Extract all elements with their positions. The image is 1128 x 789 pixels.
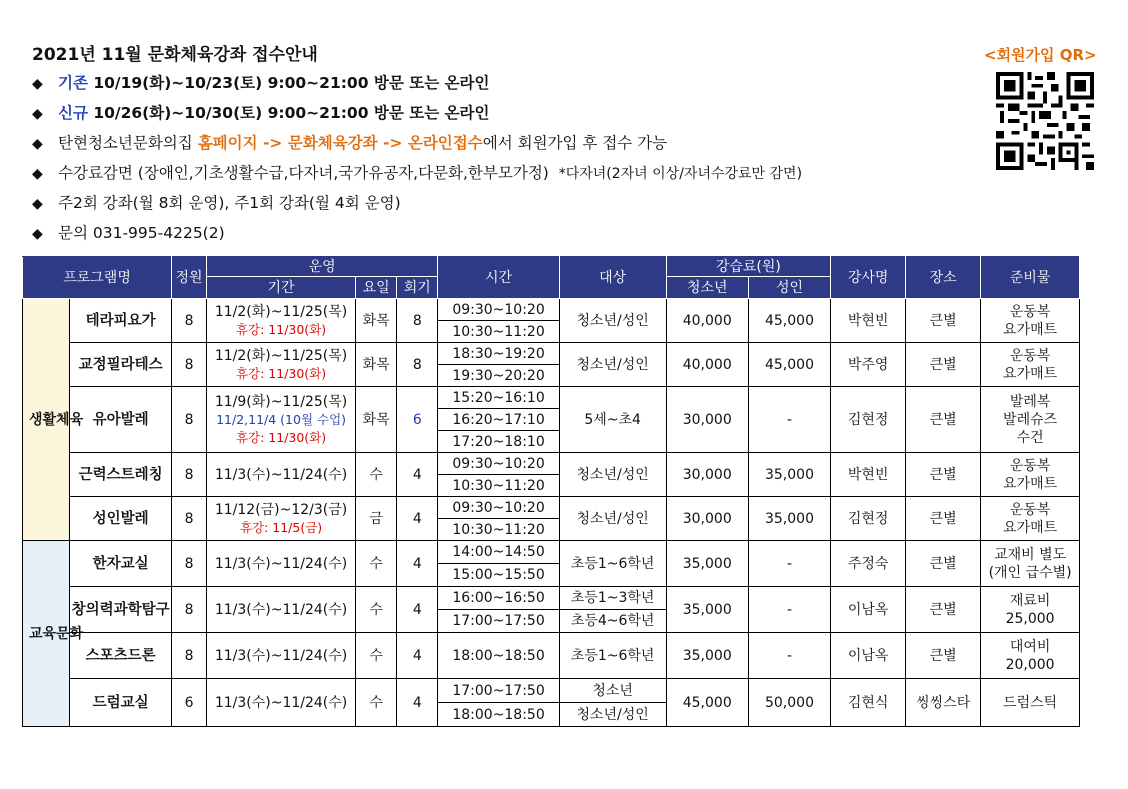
fee-youth-cell: 30,000 xyxy=(666,453,748,497)
supplies-cell xyxy=(981,387,1080,453)
qr-code-icon[interactable] xyxy=(996,72,1094,170)
program-name: 교정필라테스 xyxy=(70,343,172,387)
supply-item: 대여비 xyxy=(1009,638,1051,655)
diamond-icon: ◆ xyxy=(32,166,43,182)
diamond-icon: ◆ xyxy=(32,196,43,212)
time-cell: 18:00~18:50 xyxy=(438,703,559,727)
fee-adult-cell: 35,000 xyxy=(748,497,830,541)
homepage-suffix: 에서 회원가입 후 접수 가능 xyxy=(482,134,668,152)
header-fee: 강습료(원) xyxy=(666,257,831,277)
sessions-cell: 4 xyxy=(397,633,438,679)
fee-youth-cell: 35,000 xyxy=(666,587,748,633)
period-text: 11/2(화)~11/25(목) xyxy=(214,347,348,364)
fee-adult-cell: 45,000 xyxy=(748,299,830,343)
capacity-cell: 8 xyxy=(172,497,207,541)
supplies-cell xyxy=(981,633,1080,679)
fee-adult-cell: 45,000 xyxy=(748,343,830,387)
target-cell: 초등1~6학년 xyxy=(559,633,666,679)
time-cell: 18:30~19:20 xyxy=(438,343,559,365)
period-text: 11/3(수)~11/24(수) xyxy=(214,555,348,572)
supply-item: (개인 급수별) xyxy=(988,564,1072,581)
supply-item: 교재비 별도 xyxy=(994,546,1067,563)
table-row xyxy=(23,387,1080,409)
fee-youth-cell: 30,000 xyxy=(666,497,748,541)
day-cell: 수 xyxy=(356,633,397,679)
supplies-cell xyxy=(981,343,1080,387)
program-name: 드럼교실 xyxy=(70,679,172,727)
homepage-link[interactable]: 홈페이지 -> 문화체육강좌 -> 온라인접수 xyxy=(197,134,483,152)
holiday-note: 휴강: 11/30(화) xyxy=(235,429,327,445)
table-row xyxy=(23,541,1080,564)
program-name: 테라피요가 xyxy=(70,299,172,343)
fee-youth-cell: 30,000 xyxy=(666,387,748,453)
diamond-icon: ◆ xyxy=(32,226,43,242)
program-name: 유아발레 xyxy=(70,387,172,453)
time-cell: 09:30~10:20 xyxy=(438,299,559,321)
instructor-cell: 박현빈 xyxy=(831,299,906,343)
sessions-cell: 4 xyxy=(397,497,438,541)
period-text: 11/3(수)~11/24(수) xyxy=(214,466,348,483)
fee-youth-cell: 40,000 xyxy=(666,343,748,387)
fee-adult-cell: 35,000 xyxy=(748,453,830,497)
contact-text: 문의 031-995-4225(2) xyxy=(58,224,225,242)
day-cell: 수 xyxy=(356,679,397,727)
place-cell: 큰별 xyxy=(906,633,981,679)
diamond-icon: ◆ xyxy=(32,136,43,152)
place-cell: 큰별 xyxy=(906,497,981,541)
day-cell: 수 xyxy=(356,541,397,587)
fee-youth-cell: 35,000 xyxy=(666,633,748,679)
supply-item: 운동복 xyxy=(1009,303,1051,320)
instructor-cell: 박현빈 xyxy=(831,453,906,497)
category-edu: 교육문화 xyxy=(23,541,70,727)
fee-youth-cell: 45,000 xyxy=(666,679,748,727)
header-supplies: 준비물 xyxy=(981,257,1080,299)
supplies-cell xyxy=(981,453,1080,497)
header-place: 장소 xyxy=(906,257,981,299)
diamond-icon: ◆ xyxy=(32,106,43,122)
target-cell: 초등4~6학년 xyxy=(559,610,666,633)
day-cell: 금 xyxy=(356,497,397,541)
period-cell xyxy=(207,679,356,727)
instructor-cell: 김현식 xyxy=(831,679,906,727)
sessions-cell: 4 xyxy=(397,679,438,727)
capacity-cell: 6 xyxy=(172,679,207,727)
period-cell xyxy=(207,541,356,587)
time-cell: 17:00~17:50 xyxy=(438,679,559,703)
supply-item: 재료비 xyxy=(1009,592,1051,609)
header-fee-youth: 청소년 xyxy=(666,277,748,299)
diamond-icon: ◆ xyxy=(32,76,43,92)
header-program: 프로그램명 xyxy=(23,257,172,299)
fee-adult-cell: - xyxy=(748,587,830,633)
fee-youth-cell: 35,000 xyxy=(666,541,748,587)
time-cell: 16:00~16:50 xyxy=(438,587,559,610)
time-cell: 17:00~17:50 xyxy=(438,610,559,633)
instructor-cell: 이남옥 xyxy=(831,587,906,633)
target-cell: 청소년/성인 xyxy=(559,299,666,343)
place-cell: 큰별 xyxy=(906,541,981,587)
supplies-cell xyxy=(981,541,1080,587)
info-existing xyxy=(32,70,802,100)
target-cell: 초등1~3학년 xyxy=(559,587,666,610)
info-list xyxy=(32,70,802,250)
supplies-cell xyxy=(981,497,1080,541)
target-cell: 초등1~6학년 xyxy=(559,541,666,587)
homepage-prefix: 탄현청소년문화의집 xyxy=(58,134,193,152)
supply-item: 운동복 xyxy=(1009,457,1051,474)
supply-item: 20,000 xyxy=(1005,656,1055,673)
target-cell: 청소년/성인 xyxy=(559,343,666,387)
time-cell: 10:30~11:20 xyxy=(438,475,559,497)
program-name: 근력스트레칭 xyxy=(70,453,172,497)
target-cell: 청소년/성인 xyxy=(559,703,666,727)
period-cell xyxy=(207,299,356,343)
header-operation: 운영 xyxy=(207,257,438,277)
period-cell xyxy=(207,587,356,633)
supply-item: 수건 xyxy=(1016,429,1044,446)
schedule-table xyxy=(22,256,1080,727)
fee-youth-cell: 40,000 xyxy=(666,299,748,343)
supply-item: 요가매트 xyxy=(1003,519,1058,536)
day-cell: 수 xyxy=(356,453,397,497)
instructor-cell: 주정숙 xyxy=(831,541,906,587)
info-homepage xyxy=(32,130,802,160)
time-cell: 19:30~20:20 xyxy=(438,365,559,387)
target-cell: 청소년/성인 xyxy=(559,497,666,541)
time-cell: 15:00~15:50 xyxy=(438,564,559,587)
program-name: 성인발레 xyxy=(70,497,172,541)
supply-item: 요가매트 xyxy=(1003,321,1058,338)
header-instructor: 강사명 xyxy=(831,257,906,299)
period-text: 11/3(수)~11/24(수) xyxy=(214,694,348,711)
table-row xyxy=(23,679,1080,703)
discount-text: 수강료감면 (장애인,기초생활수급,다자녀,국가유공자,다문화,한부모가정) xyxy=(58,164,549,182)
capacity-cell: 8 xyxy=(172,633,207,679)
fee-adult-cell: - xyxy=(748,387,830,453)
sessions-cell: 4 xyxy=(397,541,438,587)
table-row xyxy=(23,453,1080,475)
time-cell: 10:30~11:20 xyxy=(438,519,559,541)
capacity-cell: 8 xyxy=(172,453,207,497)
makeup-note: 11/2,11/4 (10월 수업) xyxy=(216,411,347,427)
place-cell: 큰별 xyxy=(906,299,981,343)
supplies-cell xyxy=(981,587,1080,633)
place-cell: 큰별 xyxy=(906,453,981,497)
capacity-cell: 8 xyxy=(172,587,207,633)
fee-adult-cell: 50,000 xyxy=(748,679,830,727)
sessions-cell: 4 xyxy=(397,587,438,633)
category-sports: 생활체육 xyxy=(23,299,70,541)
new-label: 신규 xyxy=(58,104,88,122)
header-fee-adult: 성인 xyxy=(748,277,830,299)
time-cell: 15:20~16:10 xyxy=(438,387,559,409)
new-text: 10/26(화)~10/30(토) 9:00~21:00 방문 또는 온라인 xyxy=(93,104,490,122)
period-text: 11/12(금)~12/3(금) xyxy=(214,501,348,518)
program-name: 한자교실 xyxy=(70,541,172,587)
page-title: 2021년 11월 문화체육강좌 접수안내 xyxy=(32,45,318,65)
capacity-cell: 8 xyxy=(172,343,207,387)
supply-item: 25,000 xyxy=(1005,610,1055,627)
table-row xyxy=(23,299,1080,321)
existing-text: 10/19(화)~10/23(토) 9:00~21:00 방문 또는 온라인 xyxy=(93,74,490,92)
table-row xyxy=(23,343,1080,365)
header-capacity: 정원 xyxy=(172,257,207,299)
target-cell: 5세~초4 xyxy=(559,387,666,453)
time-cell: 09:30~10:20 xyxy=(438,497,559,519)
program-name: 창의력과학탐구 xyxy=(70,587,172,633)
day-cell: 수 xyxy=(356,587,397,633)
time-cell: 10:30~11:20 xyxy=(438,321,559,343)
fee-adult-cell: - xyxy=(748,633,830,679)
place-cell: 큰별 xyxy=(906,343,981,387)
discount-note: *다자녀(2자녀 이상/자녀수강료만 감면) xyxy=(558,166,803,182)
day-cell: 화목 xyxy=(356,343,397,387)
period-cell xyxy=(207,453,356,497)
day-cell: 화목 xyxy=(356,387,397,453)
info-courses xyxy=(32,190,802,220)
info-new xyxy=(32,100,802,130)
holiday-note: 휴강: 11/5(금) xyxy=(239,519,323,535)
holiday-note: 휴강: 11/30(화) xyxy=(235,321,327,337)
period-cell xyxy=(207,343,356,387)
supply-item: 요가매트 xyxy=(1003,475,1058,492)
time-cell: 09:30~10:20 xyxy=(438,453,559,475)
place-cell: 큰별 xyxy=(906,387,981,453)
info-discount xyxy=(32,160,802,190)
period-text: 11/2(화)~11/25(목) xyxy=(214,303,348,320)
supply-item: 요가매트 xyxy=(1003,365,1058,382)
supplies-cell xyxy=(981,299,1080,343)
place-cell: 큰별 xyxy=(906,587,981,633)
supply-item: 발레슈즈 xyxy=(1003,411,1058,428)
instructor-cell: 김현정 xyxy=(831,387,906,453)
time-cell: 18:00~18:50 xyxy=(438,633,559,679)
header-sessions: 회기 xyxy=(397,277,438,299)
supply-item: 운동복 xyxy=(1009,501,1051,518)
fee-adult-cell: - xyxy=(748,541,830,587)
time-cell: 16:20~17:10 xyxy=(438,409,559,431)
sessions-cell: 6 xyxy=(397,387,438,453)
existing-label: 기존 xyxy=(58,74,88,92)
info-contact xyxy=(32,220,802,250)
capacity-cell: 8 xyxy=(172,299,207,343)
header-period: 기간 xyxy=(207,277,356,299)
target-cell: 청소년/성인 xyxy=(559,453,666,497)
sessions-cell: 8 xyxy=(397,299,438,343)
period-cell xyxy=(207,633,356,679)
holiday-note: 휴강: 11/30(화) xyxy=(235,365,327,381)
supply-item: 발레복 xyxy=(1009,393,1051,410)
capacity-cell: 8 xyxy=(172,387,207,453)
program-name: 스포츠드론 xyxy=(70,633,172,679)
instructor-cell: 김현정 xyxy=(831,497,906,541)
courses-text: 주2회 강좌(월 8회 운영), 주1회 강좌(월 4회 운영) xyxy=(58,194,401,212)
time-cell: 14:00~14:50 xyxy=(438,541,559,564)
period-text: 11/3(수)~11/24(수) xyxy=(214,647,348,664)
period-text: 11/3(수)~11/24(수) xyxy=(214,601,348,618)
table-row xyxy=(23,587,1080,610)
header-target: 대상 xyxy=(559,257,666,299)
instructor-cell: 박주영 xyxy=(831,343,906,387)
sessions-cell: 8 xyxy=(397,343,438,387)
header-day: 요일 xyxy=(356,277,397,299)
supply-item: 운동복 xyxy=(1009,347,1051,364)
day-cell: 화목 xyxy=(356,299,397,343)
time-cell: 17:20~18:10 xyxy=(438,431,559,453)
table-row xyxy=(23,497,1080,519)
target-cell: 청소년 xyxy=(559,679,666,703)
sessions-cell: 4 xyxy=(397,453,438,497)
capacity-cell: 8 xyxy=(172,541,207,587)
supplies-cell: 드럼스틱 xyxy=(981,679,1080,727)
place-cell: 씽씽스타 xyxy=(906,679,981,727)
header-time: 시간 xyxy=(438,257,559,299)
qr-label: <회원가입 QR> xyxy=(984,46,1097,64)
period-cell xyxy=(207,387,356,453)
instructor-cell: 이남옥 xyxy=(831,633,906,679)
period-cell xyxy=(207,497,356,541)
table-row xyxy=(23,633,1080,679)
period-text: 11/9(화)~11/25(목) xyxy=(214,393,348,410)
